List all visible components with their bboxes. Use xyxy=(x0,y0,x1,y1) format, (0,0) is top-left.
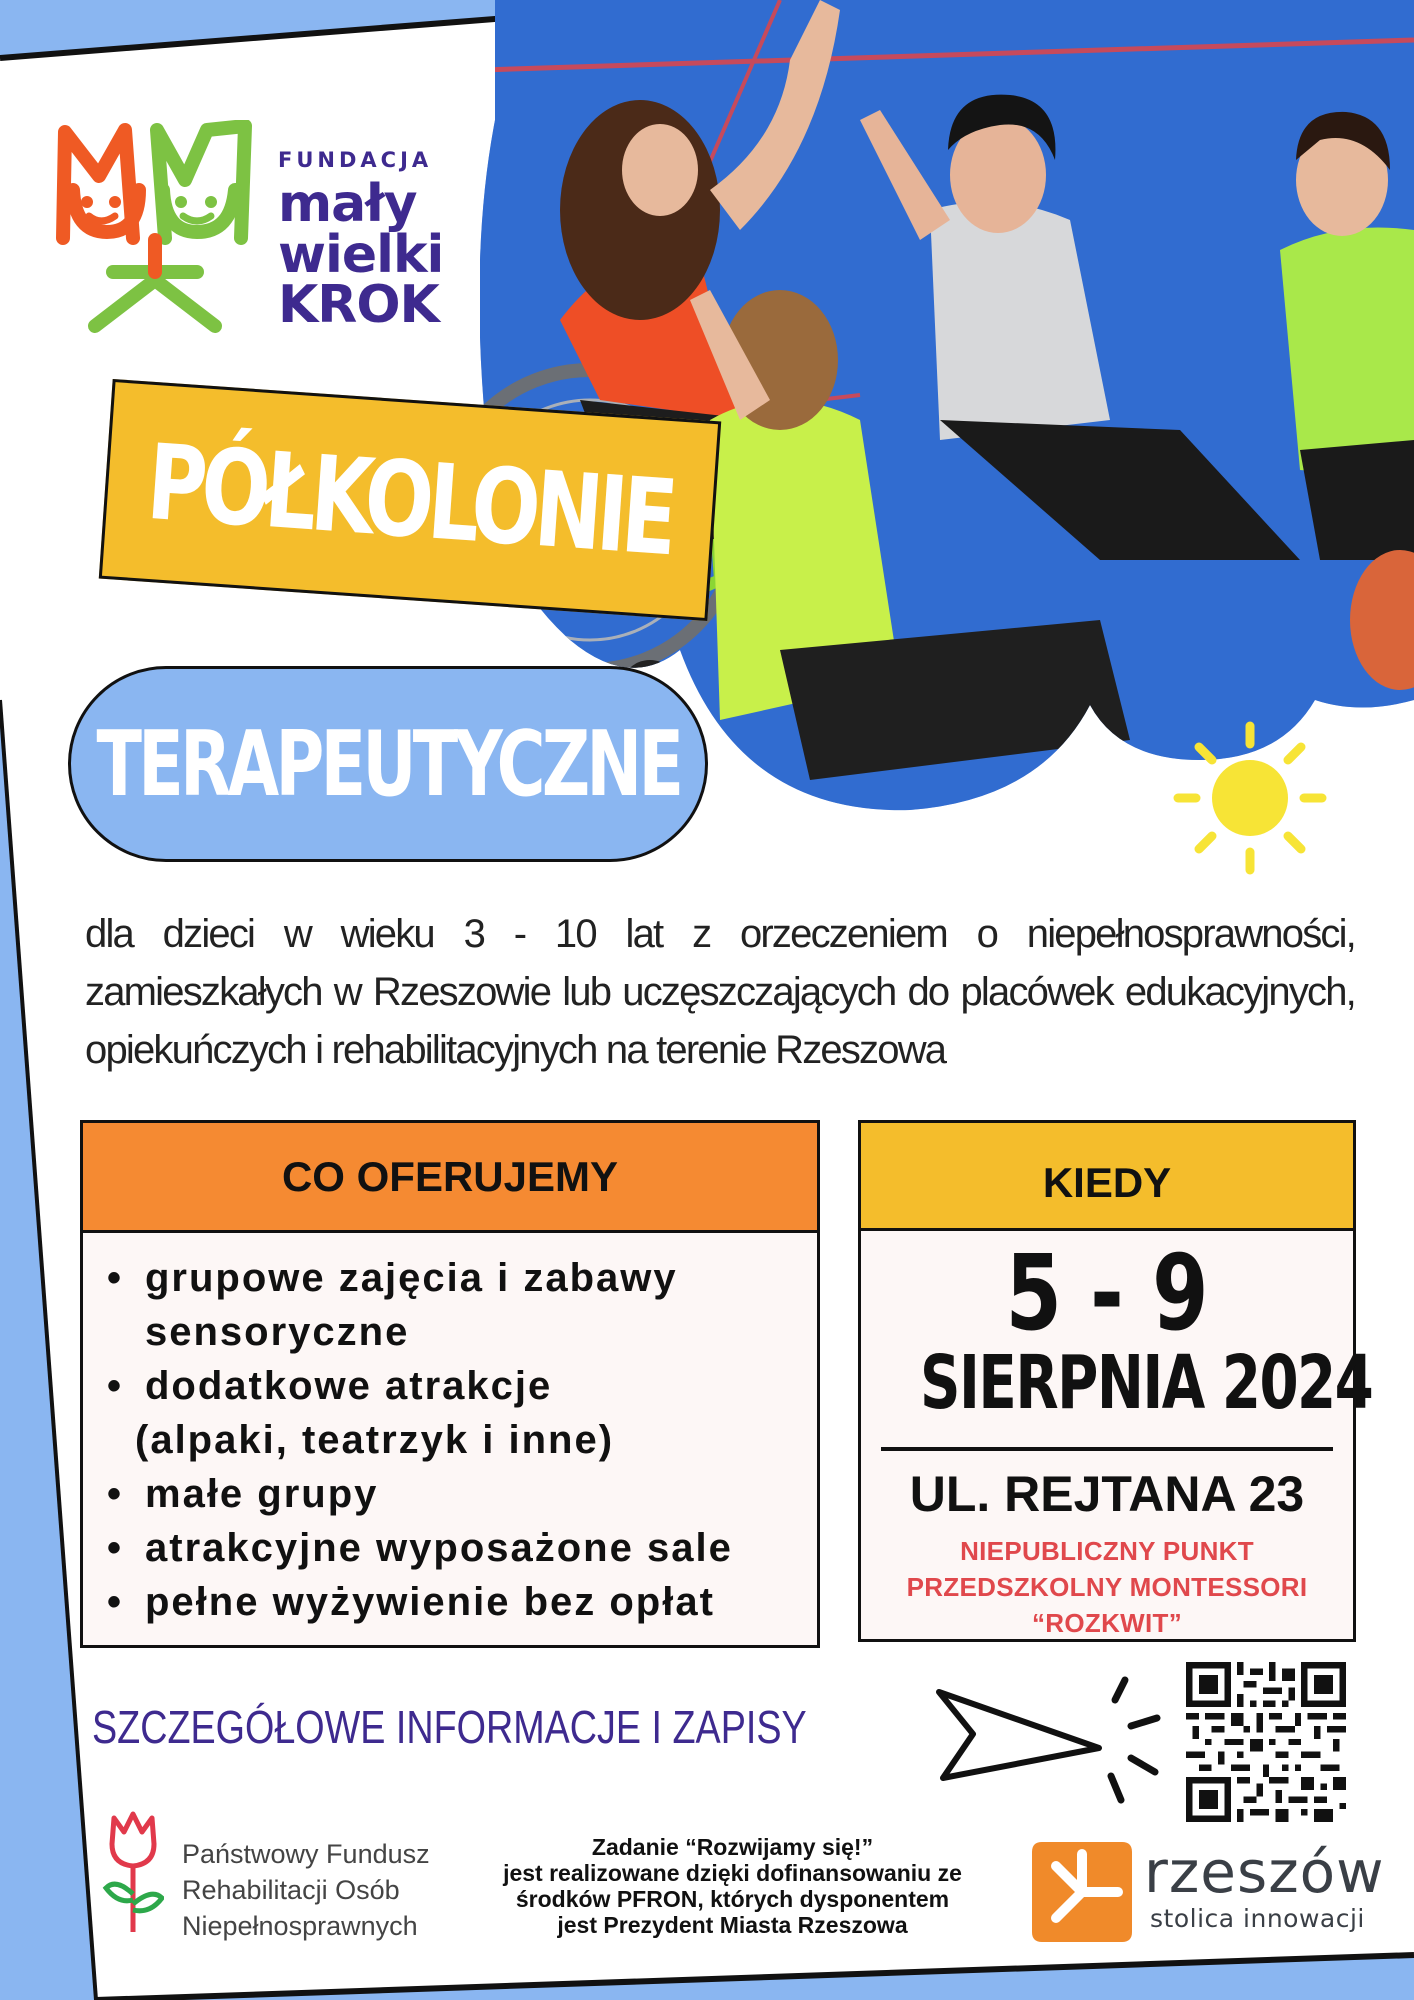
logo-faces-icon xyxy=(55,120,255,340)
pfron-name xyxy=(182,1836,430,1944)
offer-item: • pełne wyżywienie bez opłat xyxy=(105,1575,817,1629)
city-tagline: stolica innowacji xyxy=(1150,1904,1365,1933)
offer-item-continued: (alpaki, teatrzyk i inne) xyxy=(135,1418,615,1462)
qr-code-icon[interactable] xyxy=(1186,1662,1346,1822)
offer-item: • małe grupy xyxy=(105,1467,817,1521)
offer-heading: CO OFERUJEMY xyxy=(83,1123,817,1233)
foundation-label: FUNDACJA xyxy=(278,148,433,172)
venue-line3: “ROZKWIT” xyxy=(1031,1608,1182,1638)
foundation-name xyxy=(278,148,444,336)
funding-line2: jest realizowane dzięki dofinansowaniu ze xyxy=(503,1860,962,1886)
funding-note xyxy=(460,1834,1005,1938)
rzeszow-star-icon xyxy=(1028,1838,1136,1946)
sun-icon xyxy=(1170,718,1330,878)
tulip-icon xyxy=(102,1808,164,1936)
offer-item: • grupowe zajęcia i zabawy xyxy=(105,1251,817,1305)
title-line1: PÓŁKOLONIE xyxy=(143,420,677,580)
event-address: UL. REJTANA 23 xyxy=(909,1466,1305,1522)
offer-item-continued: sensoryczne xyxy=(145,1310,410,1354)
offer-item: • dodatkowe atrakcje xyxy=(105,1359,817,1413)
pfron-line2: Rehabilitacji Osób xyxy=(182,1875,400,1905)
event-month-year: SIERPNIA 2024 xyxy=(920,1340,1373,1426)
description-text: dla dzieci w wieku 3 - 10 lat z orzeczeniem o niepełnosprawności, zamieszkałych w Rzeszowie lub uczęszczających do placówek edukacyjnych, opiekuńczych i rehabilitacyjnych na terenie Rzeszowa xyxy=(85,912,1355,1072)
offer-box xyxy=(80,1120,820,1648)
foundation-name-line1: mały xyxy=(278,173,417,234)
venue-line2: PRZEDSZKOLNY MONTESSORI xyxy=(906,1572,1308,1602)
offer-list xyxy=(83,1233,817,1629)
divider xyxy=(881,1447,1333,1451)
funding-line1: Zadanie “Rozwijamy się!” xyxy=(591,1834,874,1860)
title-banner-line2 xyxy=(68,666,708,862)
when-box xyxy=(858,1120,1373,1642)
funding-line3: środków PFRON, których dysponentem xyxy=(515,1886,950,1912)
when-heading: KIEDY xyxy=(861,1123,1353,1231)
title-banner-line1 xyxy=(99,379,721,621)
title-line2: TERAPEUTYCZNE xyxy=(96,711,680,817)
city-name: rzeszów xyxy=(1144,1838,1385,1906)
foundation-name-line2: wielki xyxy=(278,224,444,285)
funding-line4: jest Prezydent Miasta Rzeszowa xyxy=(557,1912,908,1938)
details-and-signup-text: SZCZEGÓŁOWE INFORMACJE I ZAPISY xyxy=(92,1701,807,1753)
pfron-line3: Niepełnosprawnych xyxy=(182,1911,418,1941)
offer-item: • atrakcyjne wyposażone sale xyxy=(105,1521,817,1575)
foundation-name-line3: KROK xyxy=(278,275,439,336)
cursor-click-icon xyxy=(935,1660,1165,1810)
venue-line1: NIEPUBLICZNY PUNKT xyxy=(960,1536,1254,1566)
pfron-line1: Państwowy Fundusz xyxy=(182,1839,430,1869)
event-venue xyxy=(861,1533,1353,1641)
event-dates: 5 - 9 xyxy=(1005,1232,1209,1354)
